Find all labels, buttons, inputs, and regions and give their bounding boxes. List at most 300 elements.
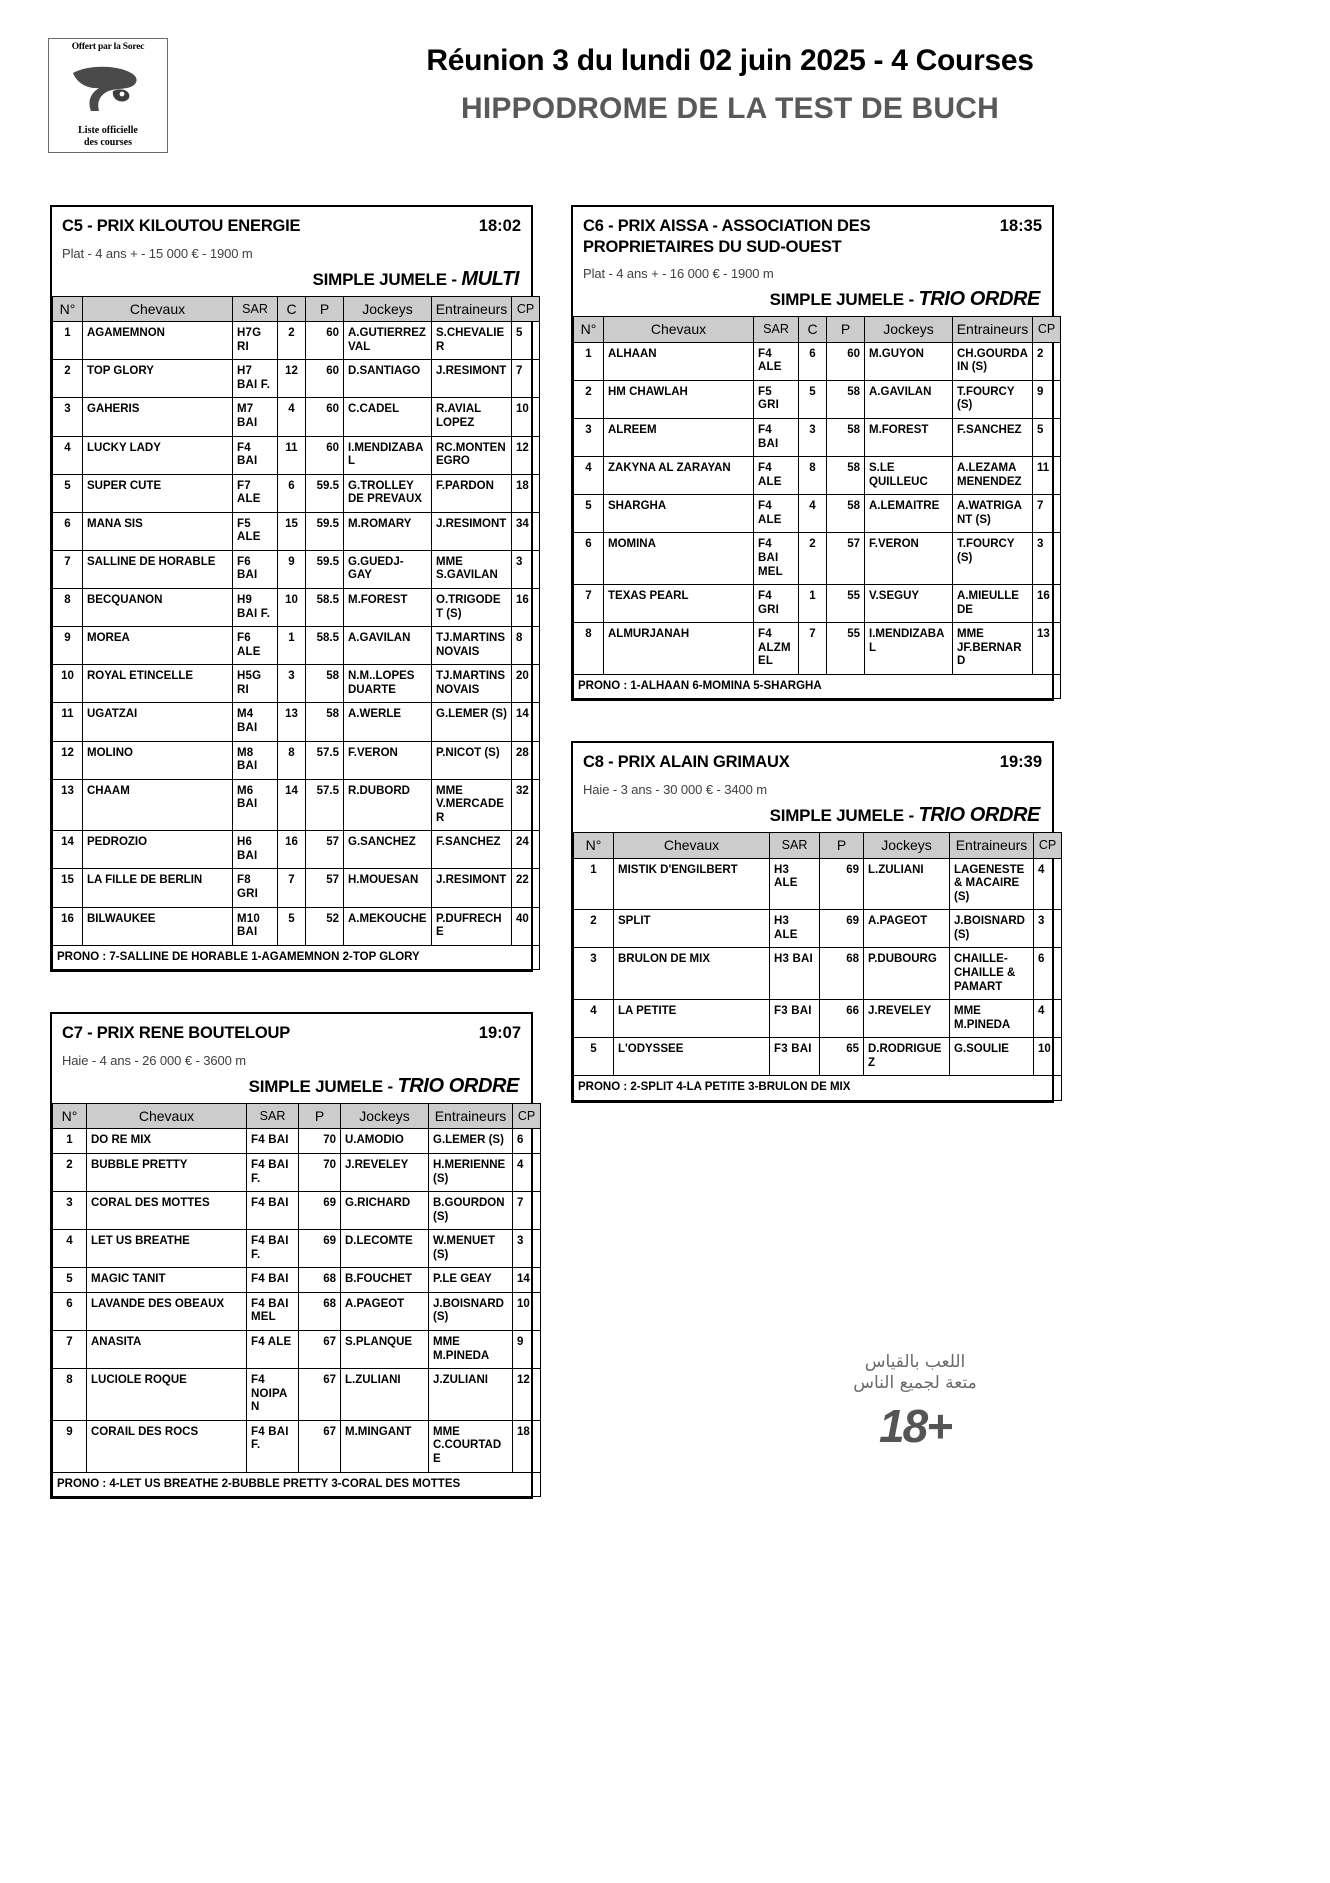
- runner-number: 12: [53, 741, 83, 779]
- runner-c: 5: [278, 907, 306, 945]
- runner-cp: 3: [512, 550, 540, 588]
- jockey-name: S.PLANQUE: [341, 1331, 429, 1369]
- arabic-slogan-line2: متعة لجميع الناس: [853, 1373, 977, 1394]
- jockey-name: N.M..LOPES DUARTE: [344, 665, 432, 703]
- runner-cp: 40: [512, 907, 540, 945]
- runners-table: [573, 316, 1061, 699]
- runner-cp: 2: [1033, 342, 1061, 380]
- trainer-name: MME M.PINEDA: [429, 1331, 513, 1369]
- prono-text: PRONO : 1-ALHAAN 6-MOMINA 5-SHARGHA: [574, 674, 1061, 699]
- runners-table: [52, 1103, 541, 1497]
- column-header-p: P: [299, 1103, 341, 1129]
- horse-name: LA FILLE DE BERLIN: [83, 869, 233, 907]
- trainer-name: MME M.PINEDA: [950, 1000, 1034, 1038]
- column-header-chevaux: Chevaux: [83, 296, 233, 322]
- runner-weight: 69: [299, 1230, 341, 1268]
- runner-number: 2: [574, 380, 604, 418]
- runner-cp: 20: [512, 665, 540, 703]
- trainer-name: B.GOURDON (S): [429, 1192, 513, 1230]
- runner-c: 1: [799, 585, 827, 623]
- runner-weight: 59.5: [306, 550, 344, 588]
- trainer-name: P.LE GEAY: [429, 1268, 513, 1293]
- jockey-name: D.SANTIAGO: [344, 360, 432, 398]
- runner-cp: 10: [1034, 1038, 1062, 1076]
- sorec-horse-icon: [69, 63, 147, 115]
- runner-c: 5: [799, 380, 827, 418]
- jockey-name: P.DUBOURG: [864, 948, 950, 1000]
- trainer-name: G.LEMER (S): [429, 1129, 513, 1154]
- horse-name: ROYAL ETINCELLE: [83, 665, 233, 703]
- runner-c: 4: [278, 398, 306, 436]
- runner-weight: 52: [306, 907, 344, 945]
- runner-number: 3: [53, 1192, 87, 1230]
- table-row: [53, 1331, 541, 1369]
- runner-c: 8: [799, 457, 827, 495]
- runner-weight: 58.5: [306, 627, 344, 665]
- horse-sar: F5 ALE: [233, 512, 278, 550]
- runner-number: 2: [53, 1153, 87, 1191]
- horse-sar: F4 BAI: [754, 419, 799, 457]
- table-row: [574, 457, 1061, 495]
- table-row: [574, 495, 1061, 533]
- jockey-name: M.GUYON: [865, 342, 953, 380]
- trainer-name: H.MERIENNE (S): [429, 1153, 513, 1191]
- jockey-name: G.SANCHEZ: [344, 831, 432, 869]
- runner-weight: 70: [299, 1153, 341, 1191]
- race-bet-types: [62, 1075, 521, 1098]
- horse-sar: H6 BAI: [233, 831, 278, 869]
- runner-weight: 60: [306, 398, 344, 436]
- page-header: [0, 0, 1330, 160]
- bet-type-simple-jumele: SIMPLE JUMELE -: [312, 269, 462, 289]
- runner-cp: 18: [512, 474, 540, 512]
- horse-name: LUCKY LADY: [83, 436, 233, 474]
- horse-sar: F7 ALE: [233, 474, 278, 512]
- runner-weight: 57: [827, 533, 865, 585]
- runner-number: 6: [53, 1292, 87, 1330]
- horse-name: CORAIL DES ROCS: [87, 1420, 247, 1472]
- runner-weight: 59.5: [306, 512, 344, 550]
- runner-c: 15: [278, 512, 306, 550]
- race-title-row: [62, 216, 521, 237]
- arabic-slogan-line1: اللعب بالقياس: [864, 1352, 966, 1372]
- runner-number: 1: [53, 1129, 87, 1154]
- runner-c: 12: [278, 360, 306, 398]
- runner-cp: 22: [512, 869, 540, 907]
- trainer-name: A.WATRIGANT (S): [953, 495, 1033, 533]
- trainer-name: MME JF.BERNARD: [953, 623, 1033, 675]
- horse-name: LUCIOLE ROQUE: [87, 1369, 247, 1421]
- jockey-name: A.GAVILAN: [865, 380, 953, 418]
- race-bet-types: [583, 804, 1042, 827]
- runner-c: 6: [799, 342, 827, 380]
- race-title: C8 - PRIX ALAIN GRIMAUX: [583, 753, 790, 772]
- runner-cp: 24: [512, 831, 540, 869]
- runner-cp: 3: [1034, 910, 1062, 948]
- runner-cp: 14: [513, 1268, 541, 1293]
- trainer-name: F.SANCHEZ: [953, 419, 1033, 457]
- horse-sar: F4 BAI F.: [247, 1153, 299, 1191]
- horse-sar: F4 ALE: [754, 495, 799, 533]
- runner-c: 7: [799, 623, 827, 675]
- jockey-name: D.LECOMTE: [341, 1230, 429, 1268]
- horse-sar: F4 BAI: [247, 1129, 299, 1154]
- table-row: [53, 1192, 541, 1230]
- runner-weight: 57.5: [306, 779, 344, 831]
- runner-weight: 60: [306, 436, 344, 474]
- runner-c: 11: [278, 436, 306, 474]
- race-title: C5 - PRIX KILOUTOU ENERGIE: [62, 217, 301, 235]
- race-header: [573, 207, 1052, 311]
- prono-text: PRONO : 7-SALLINE DE HORABLE 1-AGAMEMNON 2-TOP GLORY: [53, 945, 540, 970]
- column-header-jockeys: Jockeys: [865, 317, 953, 343]
- table-row: [53, 1129, 541, 1154]
- runner-c: 13: [278, 703, 306, 741]
- jockey-name: J.REVELEY: [341, 1153, 429, 1191]
- horse-name: SALLINE DE HORABLE: [83, 550, 233, 588]
- runner-number: 5: [574, 495, 604, 533]
- runner-number: 3: [574, 419, 604, 457]
- table-row: [53, 665, 540, 703]
- trainer-name: F.SANCHEZ: [432, 831, 512, 869]
- race-conditions: Haie - 3 ans - 30 000 € - 3400 m: [583, 782, 767, 798]
- horse-name: MISTIK D'ENGILBERT: [614, 858, 770, 910]
- table-row: [53, 907, 540, 945]
- table-row: [53, 322, 540, 360]
- jockey-name: F.VERON: [865, 533, 953, 585]
- runner-cp: 4: [513, 1153, 541, 1191]
- runner-weight: 69: [299, 1192, 341, 1230]
- runner-cp: 32: [512, 779, 540, 831]
- bet-type-simple-jumele: SIMPLE JUMELE -: [769, 806, 919, 826]
- jockey-name: C.CADEL: [344, 398, 432, 436]
- runner-number: 2: [53, 360, 83, 398]
- responsible-gaming-logo: [800, 1352, 1030, 1453]
- horse-name: MANA SIS: [83, 512, 233, 550]
- runner-cp: 6: [513, 1129, 541, 1154]
- horse-name: PEDROZIO: [83, 831, 233, 869]
- runner-cp: 16: [512, 589, 540, 627]
- trainer-name: O.TRIGODET (S): [432, 589, 512, 627]
- runner-weight: 67: [299, 1369, 341, 1421]
- race-conditions: Plat - 4 ans + - 15 000 € - 1900 m: [62, 245, 253, 261]
- runner-weight: 60: [306, 322, 344, 360]
- prono-text: PRONO : 4-LET US BREATHE 2-BUBBLE PRETTY 3-CORAL DES MOTTES: [53, 1472, 541, 1497]
- jockey-name: L.ZULIANI: [864, 858, 950, 910]
- horse-sar: F4 BAI: [233, 436, 278, 474]
- column-header-sar: SAR: [770, 833, 820, 859]
- horse-name: GAHERIS: [83, 398, 233, 436]
- runner-weight: 55: [827, 623, 865, 675]
- races-columns: [0, 205, 1330, 1539]
- runner-cp: 13: [1033, 623, 1061, 675]
- runner-weight: 58: [306, 665, 344, 703]
- table-row: [53, 589, 540, 627]
- runner-number: 3: [53, 398, 83, 436]
- trainer-name: W.MENUET (S): [429, 1230, 513, 1268]
- runner-cp: 10: [512, 398, 540, 436]
- runner-number: 8: [53, 589, 83, 627]
- runner-number: 8: [574, 623, 604, 675]
- table-row: [53, 512, 540, 550]
- race-conditions: Plat - 4 ans + - 16 000 € - 1900 m: [583, 266, 774, 282]
- runner-cp: 9: [1033, 380, 1061, 418]
- runner-number: 4: [53, 1230, 87, 1268]
- horse-name: SHARGHA: [604, 495, 754, 533]
- trainer-name: F.PARDON: [432, 474, 512, 512]
- horse-sar: F6 ALE: [233, 627, 278, 665]
- column-header-n: N°: [574, 833, 614, 859]
- horse-sar: H3 ALE: [770, 910, 820, 948]
- runner-weight: 59.5: [306, 474, 344, 512]
- column-header-entraineurs: Entraineurs: [950, 833, 1034, 859]
- jockey-name: D.RODRIGUEZ: [864, 1038, 950, 1076]
- table-row: [53, 741, 540, 779]
- runner-cp: 11: [1033, 457, 1061, 495]
- jockey-name: I.MENDIZABAL: [344, 436, 432, 474]
- runner-number: 5: [53, 474, 83, 512]
- page-subtitle: HIPPODROME DE LA TEST DE BUCH: [460, 92, 1000, 125]
- column-header-cp: CP: [1033, 317, 1061, 343]
- jockey-name: A.GAVILAN: [344, 627, 432, 665]
- page-title: Réunion 3 du lundi 02 juin 2025 - 4 Courses: [426, 44, 1034, 77]
- bet-type-featured: TRIO ORDRE: [397, 1074, 519, 1097]
- trainer-name: G.SOULIE: [950, 1038, 1034, 1076]
- runner-number: 1: [574, 342, 604, 380]
- table-row: [574, 910, 1062, 948]
- horse-sar: F3 BAI: [770, 1038, 820, 1076]
- race-title: C7 - PRIX RENE BOUTELOUP: [62, 1024, 291, 1043]
- horse-name: MOMINA: [604, 533, 754, 585]
- horse-sar: F8 GRI: [233, 869, 278, 907]
- column-header-entraineurs: Entraineurs: [429, 1103, 513, 1129]
- trainer-name: J.RESIMONT: [432, 512, 512, 550]
- column-header-chevaux: Chevaux: [87, 1103, 247, 1129]
- trainer-name: T.FOURCY (S): [953, 533, 1033, 585]
- runner-number: 7: [53, 550, 83, 588]
- prono-row: [53, 945, 540, 970]
- jockey-name: U.AMODIO: [341, 1129, 429, 1154]
- jockey-name: A.LEMAITRE: [865, 495, 953, 533]
- horse-name: MAGIC TANIT: [87, 1268, 247, 1293]
- sorec-logo-top-text: Offert par la Sorec: [71, 42, 145, 52]
- runner-c: 14: [278, 779, 306, 831]
- table-row: [53, 1420, 541, 1472]
- runner-number: 4: [574, 1000, 614, 1038]
- runner-number: 14: [53, 831, 83, 869]
- horse-sar: F4 BAI: [247, 1268, 299, 1293]
- table-header-row: [53, 296, 540, 322]
- horse-sar: F4 ALZM EL: [754, 623, 799, 675]
- horse-sar: F4 ALE: [754, 342, 799, 380]
- horse-name: TEXAS PEARL: [604, 585, 754, 623]
- horse-name: LET US BREATHE: [87, 1230, 247, 1268]
- bet-type-featured: MULTI: [461, 267, 519, 290]
- table-header-row: [574, 317, 1061, 343]
- horse-sar: H3 ALE: [770, 858, 820, 910]
- header-titles: [170, 44, 1290, 126]
- horse-name: ALHAAN: [604, 342, 754, 380]
- jockey-name: A.PAGEOT: [341, 1292, 429, 1330]
- table-row: [53, 1369, 541, 1421]
- horse-name: TOP GLORY: [83, 360, 233, 398]
- runner-number: 9: [53, 627, 83, 665]
- race-bet-types: [583, 288, 1042, 311]
- trainer-name: R.AVIAL LOPEZ: [432, 398, 512, 436]
- sorec-logo: [48, 38, 168, 153]
- column-header-p: P: [827, 317, 865, 343]
- horse-name: SUPER CUTE: [83, 474, 233, 512]
- runner-weight: 69: [820, 858, 864, 910]
- bet-type-featured: TRIO ORDRE: [918, 804, 1040, 827]
- table-row: [53, 360, 540, 398]
- column-header-cp: CP: [512, 296, 540, 322]
- runner-number: 4: [53, 436, 83, 474]
- runner-c: 16: [278, 831, 306, 869]
- table-row: [53, 779, 540, 831]
- horse-name: ZAKYNA AL ZARAYAN: [604, 457, 754, 495]
- runner-c: 7: [278, 869, 306, 907]
- runner-weight: 67: [299, 1331, 341, 1369]
- race-card-c7: [50, 1012, 536, 1499]
- jockey-name: V.SEGUY: [865, 585, 953, 623]
- column-header-jockeys: Jockeys: [864, 833, 950, 859]
- runner-c: 6: [278, 474, 306, 512]
- runner-cp: 18: [513, 1420, 541, 1472]
- table-row: [574, 623, 1061, 675]
- horse-sar: F4 ALE: [754, 457, 799, 495]
- runner-weight: 58: [827, 495, 865, 533]
- jockey-name: F.VERON: [344, 741, 432, 779]
- table-row: [574, 1038, 1062, 1076]
- prono-row: [53, 1472, 541, 1497]
- runner-weight: 68: [820, 948, 864, 1000]
- table-header-row: [574, 833, 1062, 859]
- jockey-name: G.GUEDJ-GAY: [344, 550, 432, 588]
- column-header-cp: CP: [513, 1103, 541, 1129]
- table-row: [53, 627, 540, 665]
- table-row: [574, 948, 1062, 1000]
- horse-name: DO RE MIX: [87, 1129, 247, 1154]
- runner-c: 4: [799, 495, 827, 533]
- horse-name: UGATZAI: [83, 703, 233, 741]
- runner-number: 15: [53, 869, 83, 907]
- table-row: [53, 1153, 541, 1191]
- column-header-entraineurs: Entraineurs: [432, 296, 512, 322]
- race-title-row: [62, 1023, 521, 1044]
- bet-type-simple-jumele: SIMPLE JUMELE -: [769, 290, 919, 310]
- trainer-name: J.ZULIANI: [429, 1369, 513, 1421]
- horse-sar: M4 BAI: [233, 703, 278, 741]
- runner-cp: 3: [513, 1230, 541, 1268]
- column-header-sar: SAR: [754, 317, 799, 343]
- column-header-c: C: [278, 296, 306, 322]
- runner-cp: 5: [512, 322, 540, 360]
- trainer-name: J.BOISNARD (S): [429, 1292, 513, 1330]
- horse-name: L'ODYSSEE: [614, 1038, 770, 1076]
- table-row: [574, 1000, 1062, 1038]
- race-start-time: 19:39: [999, 753, 1042, 772]
- horse-name: MOREA: [83, 627, 233, 665]
- horse-name: BUBBLE PRETTY: [87, 1153, 247, 1191]
- table-row: [574, 380, 1061, 418]
- runner-number: 6: [574, 533, 604, 585]
- runner-number: 8: [53, 1369, 87, 1421]
- horse-sar: H7G RI: [233, 322, 278, 360]
- table-row: [53, 1268, 541, 1293]
- runner-cp: 34: [512, 512, 540, 550]
- runner-weight: 58.5: [306, 589, 344, 627]
- runner-cp: 16: [1033, 585, 1061, 623]
- runner-cp: 14: [512, 703, 540, 741]
- jockey-name: A.WERLE: [344, 703, 432, 741]
- jockey-name: M.ROMARY: [344, 512, 432, 550]
- trainer-name: A.MIEULLE DE: [953, 585, 1033, 623]
- jockey-name: G.RICHARD: [341, 1192, 429, 1230]
- runner-cp: 8: [512, 627, 540, 665]
- runner-cp: 4: [1034, 858, 1062, 910]
- left-column: [50, 205, 536, 1539]
- runner-number: 6: [53, 512, 83, 550]
- horse-name: AGAMEMNON: [83, 322, 233, 360]
- table-row: [53, 550, 540, 588]
- trainer-name: RC.MONTENEGRO: [432, 436, 512, 474]
- runner-weight: 68: [299, 1292, 341, 1330]
- table-row: [574, 533, 1061, 585]
- column-header-entraineurs: Entraineurs: [953, 317, 1033, 343]
- horse-name: ALREEM: [604, 419, 754, 457]
- jockey-name: M.MINGANT: [341, 1420, 429, 1472]
- jockey-name: H.MOUESAN: [344, 869, 432, 907]
- age-restriction-mark: 18+: [878, 1399, 952, 1452]
- table-row: [574, 858, 1062, 910]
- column-header-cp: CP: [1034, 833, 1062, 859]
- table-row: [574, 585, 1061, 623]
- runner-weight: 58: [827, 419, 865, 457]
- column-header-jockeys: Jockeys: [344, 296, 432, 322]
- trainer-name: G.LEMER (S): [432, 703, 512, 741]
- runner-weight: 69: [820, 910, 864, 948]
- horse-sar: M10 BAI: [233, 907, 278, 945]
- race-title-row: [583, 752, 1042, 773]
- race-bet-types: [62, 268, 521, 291]
- trainer-name: MME S.GAVILAN: [432, 550, 512, 588]
- column-header-n: N°: [53, 296, 83, 322]
- race-title-row: [583, 216, 1042, 257]
- runner-weight: 55: [827, 585, 865, 623]
- trainer-name: P.DUFRECHE: [432, 907, 512, 945]
- horse-sar: F4 BAI MEL: [247, 1292, 299, 1330]
- race-start-time: 18:35: [999, 217, 1042, 235]
- horse-name: CHAAM: [83, 779, 233, 831]
- runner-c: 3: [799, 419, 827, 457]
- runner-weight: 66: [820, 1000, 864, 1038]
- table-row: [53, 1292, 541, 1330]
- runner-weight: 58: [827, 457, 865, 495]
- sorec-logo-bottom-text: [78, 125, 138, 148]
- prono-row: [574, 674, 1061, 699]
- table-header-row: [53, 1103, 541, 1129]
- trainer-name: J.RESIMONT: [432, 869, 512, 907]
- horse-name: BILWAUKEE: [83, 907, 233, 945]
- runner-cp: 7: [513, 1192, 541, 1230]
- horse-sar: H9 BAI F.: [233, 589, 278, 627]
- sorec-logo-bottom-line1: Liste officielle: [78, 125, 138, 136]
- column-header-sar: SAR: [247, 1103, 299, 1129]
- runner-cp: 7: [1033, 495, 1061, 533]
- jockey-name: A.GUTIERREZ VAL: [344, 322, 432, 360]
- table-row: [53, 703, 540, 741]
